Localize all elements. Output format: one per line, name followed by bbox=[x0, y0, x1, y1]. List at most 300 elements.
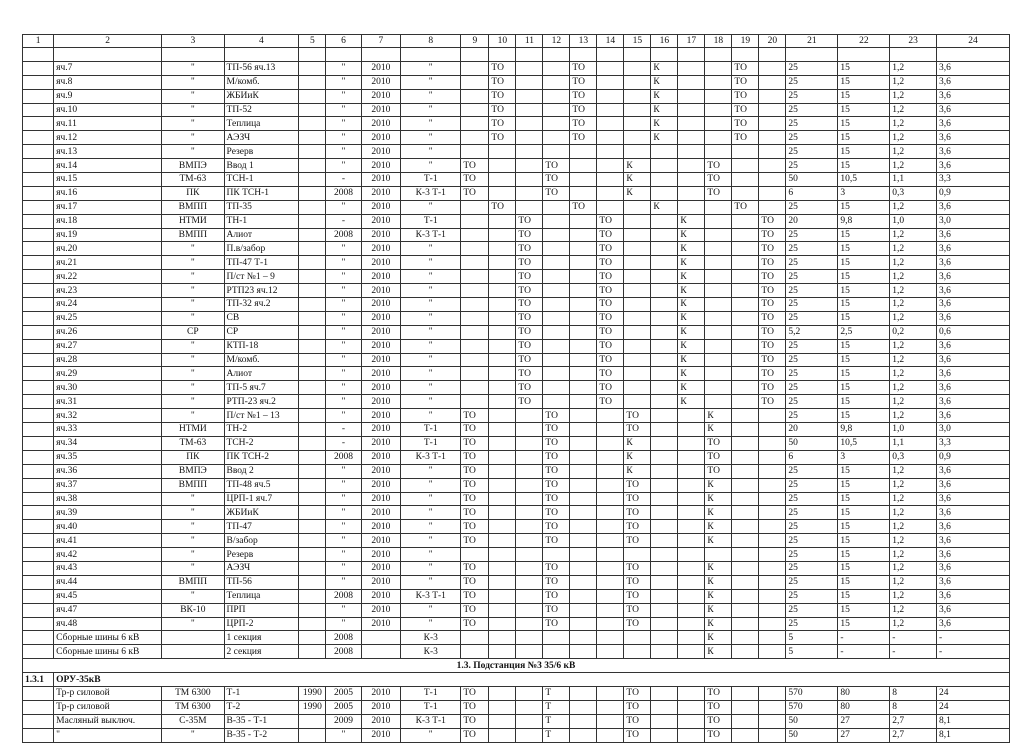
table-cell bbox=[489, 631, 516, 645]
table-cell: ТО bbox=[461, 186, 489, 200]
table-cell: 24 bbox=[937, 700, 1010, 714]
table-cell: 2010 bbox=[361, 228, 400, 242]
table-cell: Т-1 bbox=[401, 436, 461, 450]
table-cell: " bbox=[326, 61, 361, 75]
table-cell bbox=[461, 353, 489, 367]
table-cell: ТО bbox=[732, 103, 759, 117]
table-cell: К-3 bbox=[401, 645, 461, 659]
table-cell bbox=[299, 478, 326, 492]
table-cell bbox=[23, 631, 54, 645]
table-cell bbox=[759, 506, 786, 520]
table-row bbox=[23, 89, 1010, 103]
table-cell: 15 bbox=[838, 575, 890, 589]
table-cell bbox=[732, 478, 759, 492]
table-row bbox=[23, 145, 1010, 159]
table-cell: НТМИ bbox=[162, 214, 224, 228]
table-cell: " bbox=[326, 200, 361, 214]
table-cell: 3,6 bbox=[937, 270, 1010, 284]
table-cell: 3,6 bbox=[937, 367, 1010, 381]
table-cell bbox=[732, 159, 759, 173]
table-cell: К bbox=[678, 367, 705, 381]
table-cell: 25 bbox=[786, 145, 838, 159]
table-cell: 2010 bbox=[361, 409, 400, 423]
table-cell bbox=[624, 200, 651, 214]
table-cell bbox=[705, 228, 732, 242]
table-cell bbox=[759, 686, 786, 700]
table-cell bbox=[678, 464, 705, 478]
table-cell: К bbox=[678, 395, 705, 409]
table-cell bbox=[651, 534, 678, 548]
table-cell bbox=[23, 561, 54, 575]
table-cell: 25 bbox=[786, 200, 838, 214]
table-cell bbox=[299, 145, 326, 159]
table-cell bbox=[299, 423, 326, 437]
table-cell: 2010 bbox=[361, 325, 400, 339]
table-cell: ТО bbox=[543, 561, 570, 575]
table-cell bbox=[759, 617, 786, 631]
table-cell bbox=[570, 478, 597, 492]
table-cell bbox=[461, 200, 489, 214]
table-cell bbox=[299, 548, 326, 562]
table-cell bbox=[461, 645, 489, 659]
table-cell: " bbox=[162, 506, 224, 520]
table-cell bbox=[299, 61, 326, 75]
table-cell bbox=[759, 423, 786, 437]
table-cell bbox=[732, 325, 759, 339]
table-cell bbox=[759, 145, 786, 159]
table-cell: 1,2 bbox=[890, 548, 937, 562]
column-number-cell: 8 bbox=[401, 35, 461, 48]
table-cell bbox=[759, 48, 786, 62]
table-row bbox=[23, 214, 1010, 228]
table-cell bbox=[705, 103, 732, 117]
table-cell bbox=[624, 61, 651, 75]
table-cell: 15 bbox=[838, 131, 890, 145]
table-cell bbox=[516, 89, 543, 103]
table-cell bbox=[543, 325, 570, 339]
table-cell bbox=[732, 423, 759, 437]
table-cell bbox=[570, 145, 597, 159]
table-cell: ТО bbox=[461, 534, 489, 548]
table-cell: " bbox=[162, 103, 224, 117]
table-cell: 25 bbox=[786, 575, 838, 589]
table-cell: 25 bbox=[786, 159, 838, 173]
table-cell: ТО bbox=[543, 506, 570, 520]
table-cell bbox=[678, 492, 705, 506]
table-cell bbox=[516, 728, 543, 742]
table-cell: 15 bbox=[838, 506, 890, 520]
table-cell: 2010 bbox=[361, 617, 400, 631]
table-cell: яч.25 bbox=[54, 311, 162, 325]
table-cell: " bbox=[326, 506, 361, 520]
table-cell: 3,6 bbox=[937, 159, 1010, 173]
table-cell: ТО bbox=[732, 131, 759, 145]
table-row bbox=[23, 617, 1010, 631]
table-cell: 0,9 bbox=[937, 450, 1010, 464]
table-cell bbox=[516, 700, 543, 714]
table-cell bbox=[299, 256, 326, 270]
table-cell: ТО bbox=[597, 214, 624, 228]
table-cell: " bbox=[326, 311, 361, 325]
table-cell: ПК bbox=[162, 450, 224, 464]
table-cell bbox=[570, 298, 597, 312]
table-cell bbox=[516, 159, 543, 173]
table-cell: 1,2 bbox=[890, 145, 937, 159]
table-cell bbox=[299, 575, 326, 589]
table-cell bbox=[543, 117, 570, 131]
table-cell bbox=[299, 242, 326, 256]
table-cell bbox=[732, 603, 759, 617]
table-cell: 25 bbox=[786, 464, 838, 478]
table-cell bbox=[489, 534, 516, 548]
table-cell bbox=[516, 714, 543, 728]
table-cell bbox=[759, 450, 786, 464]
table-cell bbox=[516, 103, 543, 117]
table-cell: " bbox=[326, 353, 361, 367]
table-cell: ТО bbox=[759, 298, 786, 312]
table-cell: ТО bbox=[461, 423, 489, 437]
table-cell: " bbox=[162, 284, 224, 298]
table-cell bbox=[651, 298, 678, 312]
table-cell: 0,2 bbox=[890, 325, 937, 339]
table-cell bbox=[651, 228, 678, 242]
table-cell bbox=[489, 478, 516, 492]
table-cell: ТО bbox=[461, 714, 489, 728]
table-cell: 1,1 bbox=[890, 173, 937, 187]
table-cell: ТО bbox=[624, 575, 651, 589]
table-cell: ТО bbox=[597, 339, 624, 353]
table-cell: 20 bbox=[786, 423, 838, 437]
table-cell bbox=[651, 603, 678, 617]
table-cell: 1,2 bbox=[890, 464, 937, 478]
table-cell bbox=[299, 270, 326, 284]
table-cell bbox=[570, 589, 597, 603]
table-cell: ТО bbox=[705, 173, 732, 187]
table-row bbox=[23, 270, 1010, 284]
table-cell: П/ст №1 – 9 bbox=[224, 270, 299, 284]
table-row bbox=[23, 686, 1010, 700]
table-cell: 2010 bbox=[361, 520, 400, 534]
table-cell: 15 bbox=[838, 200, 890, 214]
table-cell bbox=[732, 367, 759, 381]
table-cell bbox=[624, 48, 651, 62]
table-cell: ВМПП bbox=[162, 478, 224, 492]
table-cell: " bbox=[326, 117, 361, 131]
table-row bbox=[23, 464, 1010, 478]
table-cell bbox=[890, 48, 937, 62]
table-cell: 1 секция bbox=[224, 631, 299, 645]
table-cell bbox=[570, 464, 597, 478]
table-cell: ТН-2 bbox=[224, 423, 299, 437]
table-cell: 25 bbox=[786, 617, 838, 631]
table-cell: ТО bbox=[597, 298, 624, 312]
table-cell bbox=[678, 645, 705, 659]
table-cell: ТО bbox=[461, 520, 489, 534]
table-cell: 50 bbox=[786, 436, 838, 450]
table-cell bbox=[299, 214, 326, 228]
table-cell: 3,6 bbox=[937, 61, 1010, 75]
table-cell bbox=[23, 339, 54, 353]
table-cell bbox=[489, 173, 516, 187]
table-cell: ПРП bbox=[224, 603, 299, 617]
table-cell bbox=[543, 214, 570, 228]
table-cell: 25 bbox=[786, 367, 838, 381]
table-cell: 15 bbox=[838, 548, 890, 562]
subsection-row bbox=[23, 673, 1010, 687]
table-cell: ВМПЭ bbox=[162, 159, 224, 173]
table-cell: ТО bbox=[461, 728, 489, 742]
table-cell: 2010 bbox=[361, 131, 400, 145]
column-number-cell: 24 bbox=[937, 35, 1010, 48]
table-cell: " bbox=[401, 409, 461, 423]
table-row bbox=[23, 75, 1010, 89]
table-cell: ТО bbox=[570, 117, 597, 131]
table-cell: 15 bbox=[838, 117, 890, 131]
table-cell: ТО bbox=[461, 173, 489, 187]
table-cell: ТО bbox=[624, 492, 651, 506]
table-cell: К bbox=[651, 200, 678, 214]
table-cell bbox=[54, 48, 162, 62]
table-cell: " bbox=[162, 242, 224, 256]
table-cell bbox=[516, 575, 543, 589]
table-cell: яч.38 bbox=[54, 492, 162, 506]
table-cell: Т bbox=[543, 686, 570, 700]
table-cell bbox=[23, 89, 54, 103]
table-cell bbox=[732, 575, 759, 589]
table-cell: ТО bbox=[732, 75, 759, 89]
table-cell: ВМПП bbox=[162, 575, 224, 589]
table-cell: яч.7 bbox=[54, 61, 162, 75]
table-cell bbox=[489, 436, 516, 450]
table-cell bbox=[732, 617, 759, 631]
table-cell bbox=[23, 103, 54, 117]
table-cell bbox=[678, 700, 705, 714]
table-cell: ТО bbox=[516, 339, 543, 353]
table-row bbox=[23, 728, 1010, 742]
table-cell: ТО bbox=[461, 686, 489, 700]
table-cell bbox=[516, 478, 543, 492]
table-cell bbox=[461, 256, 489, 270]
table-cell bbox=[678, 61, 705, 75]
table-cell: - bbox=[890, 631, 937, 645]
table-cell: " bbox=[401, 395, 461, 409]
table-cell: 15 bbox=[838, 561, 890, 575]
table-cell: ТО bbox=[516, 256, 543, 270]
table-cell bbox=[23, 159, 54, 173]
table-cell: 6 bbox=[786, 450, 838, 464]
table-cell bbox=[543, 395, 570, 409]
table-cell: 5 bbox=[786, 645, 838, 659]
table-cell: ЖБИиК bbox=[224, 89, 299, 103]
table-cell bbox=[597, 436, 624, 450]
table-cell: ТП-52 bbox=[224, 103, 299, 117]
table-cell bbox=[759, 631, 786, 645]
table-cell: яч.36 bbox=[54, 464, 162, 478]
table-cell: Т-2 bbox=[224, 700, 299, 714]
table-row bbox=[23, 200, 1010, 214]
table-cell: яч.40 bbox=[54, 520, 162, 534]
table-row bbox=[23, 117, 1010, 131]
table-cell: 1,2 bbox=[890, 89, 937, 103]
table-cell: 0,3 bbox=[890, 186, 937, 200]
table-cell: " bbox=[401, 311, 461, 325]
table-cell: " bbox=[326, 534, 361, 548]
table-cell bbox=[651, 339, 678, 353]
table-cell: " bbox=[162, 534, 224, 548]
table-cell bbox=[23, 700, 54, 714]
table-cell: ТО bbox=[516, 242, 543, 256]
table-cell: 15 bbox=[838, 89, 890, 103]
table-cell: 15 bbox=[838, 103, 890, 117]
table-cell: яч.32 bbox=[54, 409, 162, 423]
table-cell: ВК-10 bbox=[162, 603, 224, 617]
table-cell bbox=[461, 242, 489, 256]
table-cell bbox=[543, 89, 570, 103]
table-cell bbox=[23, 686, 54, 700]
table-cell: 3,6 bbox=[937, 548, 1010, 562]
table-cell bbox=[23, 492, 54, 506]
table-cell: " bbox=[162, 409, 224, 423]
table-cell: 3,6 bbox=[937, 534, 1010, 548]
table-cell bbox=[516, 548, 543, 562]
table-cell bbox=[732, 242, 759, 256]
table-cell: К bbox=[705, 478, 732, 492]
table-cell bbox=[543, 103, 570, 117]
table-cell bbox=[570, 492, 597, 506]
table-cell: 25 bbox=[786, 298, 838, 312]
column-number-cell: 17 bbox=[678, 35, 705, 48]
table-cell bbox=[299, 714, 326, 728]
table-cell: ПК ТСН-2 bbox=[224, 450, 299, 464]
table-cell: 25 bbox=[786, 548, 838, 562]
table-cell bbox=[678, 478, 705, 492]
table-cell bbox=[23, 645, 54, 659]
column-number-cell: 23 bbox=[890, 35, 937, 48]
table-cell: 25 bbox=[786, 61, 838, 75]
table-cell: 3,6 bbox=[937, 131, 1010, 145]
table-cell: ТО bbox=[516, 381, 543, 395]
table-cell: ТО bbox=[624, 423, 651, 437]
table-cell bbox=[678, 436, 705, 450]
table-cell: ТО bbox=[597, 270, 624, 284]
table-cell: " bbox=[326, 270, 361, 284]
table-cell: НТМИ bbox=[162, 423, 224, 437]
table-cell: ТО bbox=[705, 436, 732, 450]
table-cell: яч.10 bbox=[54, 103, 162, 117]
table-cell: 1,2 bbox=[890, 256, 937, 270]
table-cell: - bbox=[890, 645, 937, 659]
table-cell: 1,2 bbox=[890, 270, 937, 284]
table-cell: К bbox=[651, 131, 678, 145]
table-cell bbox=[489, 409, 516, 423]
table-cell bbox=[516, 423, 543, 437]
table-cell bbox=[759, 200, 786, 214]
table-cell bbox=[543, 75, 570, 89]
table-row bbox=[23, 298, 1010, 312]
table-cell: ТО bbox=[489, 131, 516, 145]
table-cell bbox=[461, 131, 489, 145]
table-cell: 3,6 bbox=[937, 75, 1010, 89]
table-cell: " bbox=[162, 395, 224, 409]
table-cell bbox=[651, 478, 678, 492]
table-cell bbox=[489, 423, 516, 437]
column-number-cell: 20 bbox=[759, 35, 786, 48]
table-row bbox=[23, 492, 1010, 506]
table-cell bbox=[299, 728, 326, 742]
table-cell: ТО bbox=[516, 284, 543, 298]
table-cell bbox=[23, 617, 54, 631]
table-cell: 8 bbox=[890, 686, 937, 700]
table-cell: 3,6 bbox=[937, 298, 1010, 312]
table-cell bbox=[489, 48, 516, 62]
table-cell: ПК bbox=[162, 186, 224, 200]
table-cell: 3,3 bbox=[937, 436, 1010, 450]
column-number-cell: 16 bbox=[651, 35, 678, 48]
table-cell: ТО bbox=[461, 436, 489, 450]
table-cell: " bbox=[162, 339, 224, 353]
table-cell bbox=[759, 700, 786, 714]
table-cell: 3,6 bbox=[937, 617, 1010, 631]
table-cell: " bbox=[326, 617, 361, 631]
table-cell: 1,2 bbox=[890, 492, 937, 506]
table-row bbox=[23, 186, 1010, 200]
table-cell: " bbox=[162, 548, 224, 562]
table-cell: СР bbox=[162, 325, 224, 339]
table-cell: 25 bbox=[786, 589, 838, 603]
table-cell: 3,6 bbox=[937, 464, 1010, 478]
table-cell bbox=[678, 520, 705, 534]
table-cell: К bbox=[705, 423, 732, 437]
column-number-cell: 6 bbox=[326, 35, 361, 48]
table-cell: 25 bbox=[786, 492, 838, 506]
table-cell: 15 bbox=[838, 339, 890, 353]
column-number-cell: 11 bbox=[516, 35, 543, 48]
table-cell bbox=[516, 631, 543, 645]
table-cell bbox=[678, 117, 705, 131]
table-cell bbox=[23, 450, 54, 464]
table-cell: 15 bbox=[838, 242, 890, 256]
table-cell: К bbox=[651, 89, 678, 103]
table-cell bbox=[624, 75, 651, 89]
column-number-cell: 14 bbox=[597, 35, 624, 48]
table-cell: яч.43 bbox=[54, 561, 162, 575]
table-cell bbox=[570, 367, 597, 381]
table-cell bbox=[23, 575, 54, 589]
table-cell bbox=[461, 339, 489, 353]
table-cell bbox=[570, 436, 597, 450]
table-cell bbox=[299, 492, 326, 506]
table-cell: ТО bbox=[624, 561, 651, 575]
table-cell: К bbox=[624, 186, 651, 200]
table-cell bbox=[162, 645, 224, 659]
table-cell bbox=[651, 548, 678, 562]
table-cell: Теплица bbox=[224, 589, 299, 603]
table-cell bbox=[678, 589, 705, 603]
table-cell bbox=[489, 186, 516, 200]
table-cell bbox=[489, 381, 516, 395]
table-cell: яч.9 bbox=[54, 89, 162, 103]
table-cell: Алиот bbox=[224, 228, 299, 242]
column-number-cell: 21 bbox=[786, 35, 838, 48]
table-cell: 3,6 bbox=[937, 228, 1010, 242]
table-cell bbox=[678, 617, 705, 631]
column-number-cell: 15 bbox=[624, 35, 651, 48]
table-cell bbox=[299, 367, 326, 381]
table-cell bbox=[624, 131, 651, 145]
table-cell: 2010 bbox=[361, 339, 400, 353]
table-cell: ТО bbox=[516, 367, 543, 381]
table-cell bbox=[624, 89, 651, 103]
